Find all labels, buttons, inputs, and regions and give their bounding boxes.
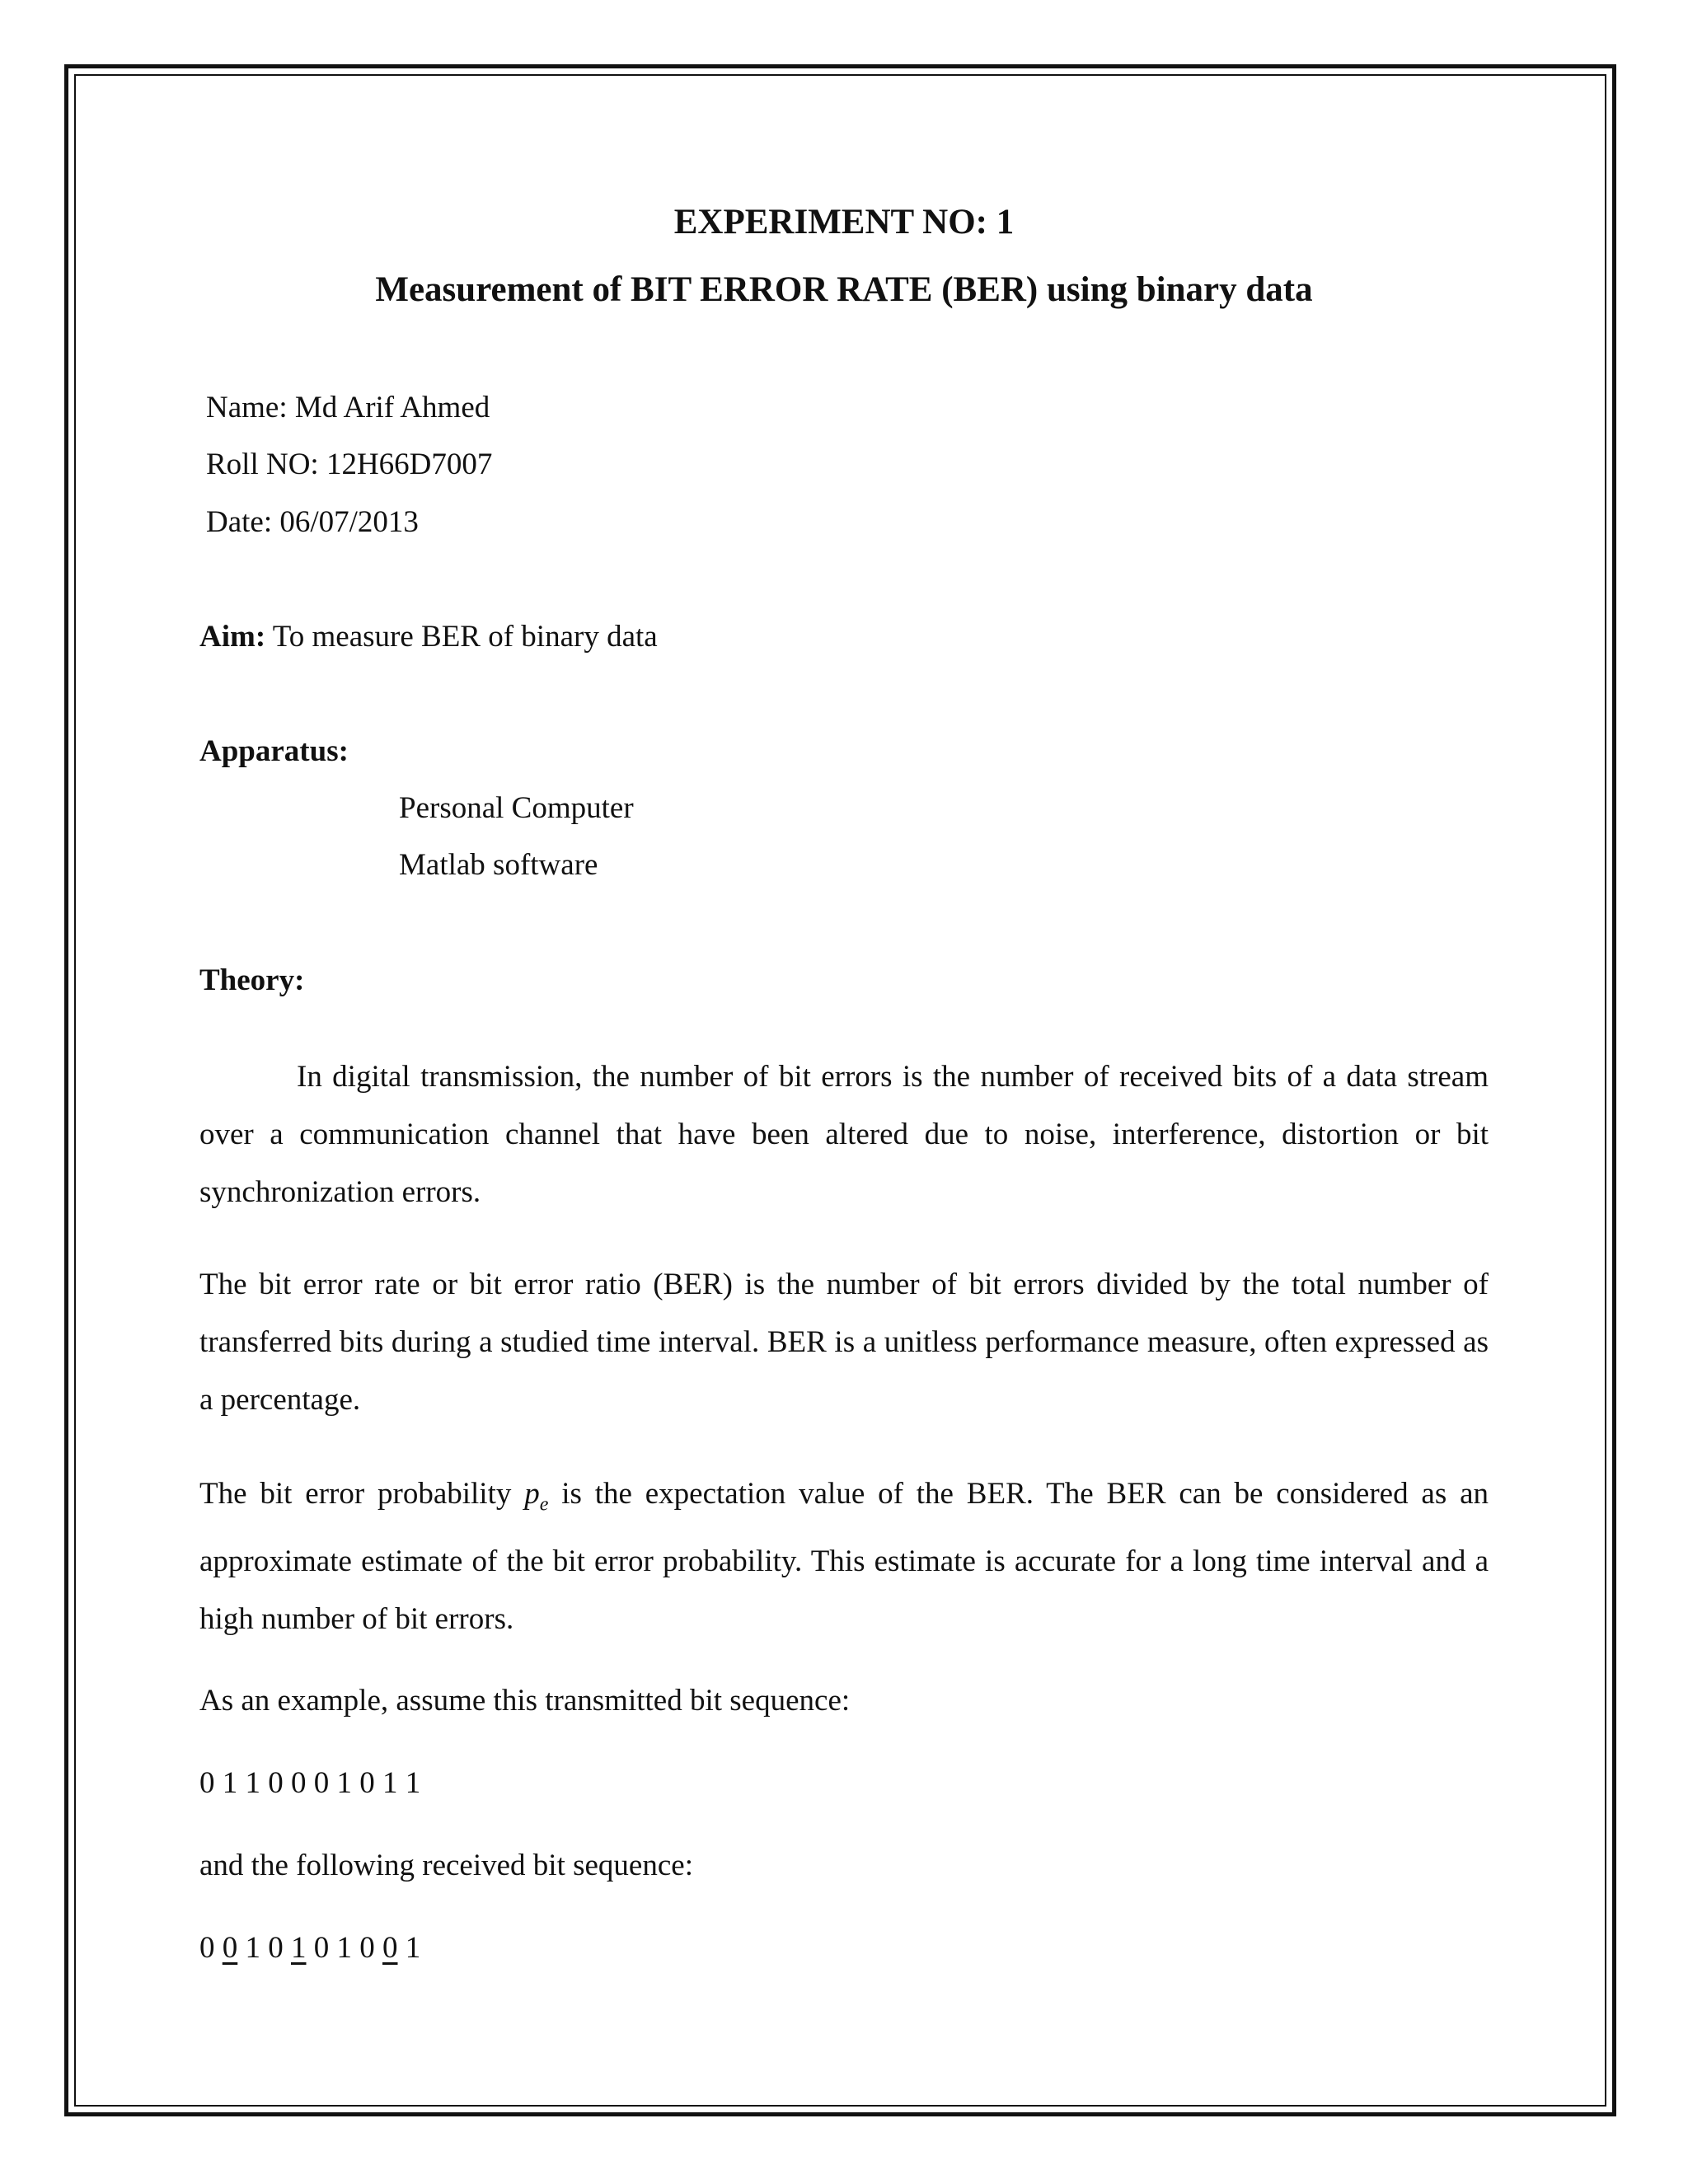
example-intro: As an example, assume this transmitted bit sequence: (199, 1684, 851, 1718)
received-bit: 0 (382, 1931, 398, 1965)
theory-label: Theory: (199, 963, 305, 997)
transmitted-bit: 0 (313, 1766, 330, 1800)
experiment-title: Measurement of BIT ERROR RATE (BER) using binary data (375, 270, 1313, 309)
transmitted-bit: 0 (359, 1766, 375, 1800)
received-bit-sequence (199, 1933, 420, 1963)
received-bit: 0 (313, 1931, 330, 1965)
transmitted-bit: 0 (268, 1766, 284, 1800)
transmitted-bit: 0 (291, 1766, 307, 1800)
received-bit: 1 (291, 1931, 307, 1965)
transmitted-bit: 1 (222, 1766, 238, 1800)
student-roll: Roll NO: 12H66D7007 (206, 448, 493, 481)
theory-p3-start: The bit error probability (199, 1477, 525, 1511)
apparatus-item: Personal Computer (399, 791, 634, 825)
received-bit: 0 (359, 1931, 375, 1965)
transmitted-bit-sequence (199, 1768, 420, 1798)
apparatus-label: Apparatus: (199, 734, 349, 768)
received-bit: 1 (336, 1931, 352, 1965)
theory-paragraph-1: In digital transmission, the number of bit errors is the number of received bits of a data stream over a communication channel that have been altered due to noise, interference, distortion or bit synchronization errors. (199, 1060, 1489, 1209)
received-bit: 0 (268, 1931, 284, 1965)
received-bit: 1 (245, 1931, 260, 1965)
experiment-number: EXPERIMENT NO: 1 (673, 203, 1015, 241)
theory-paragraph-2: The bit error rate or bit error ratio (BER) is the number of bit errors divided by the total number of transferred bits during a studied time interval. BER is a unitless performance measure, often expressed as a percentage. (199, 1268, 1489, 1417)
transmitted-bit: 1 (336, 1766, 352, 1800)
apparatus-item: Matlab software (399, 848, 598, 882)
received-bit: 0 (199, 1931, 215, 1965)
aim-line (199, 621, 658, 652)
theory-p3-end: is the expectation value of the BER. The BER can be considered as an approximate estimate of the bit error probability. This estimate is accurate for a long time interval and a high number of bit errors. (199, 1477, 1489, 1637)
transmitted-bit: 1 (405, 1766, 421, 1800)
aim-label: Aim: (199, 620, 266, 654)
transmitted-bit: 1 (382, 1766, 398, 1800)
report-date: Date: 06/07/2013 (206, 505, 419, 539)
aim-text: To measure BER of binary data (265, 620, 658, 654)
bit-error-probability-symbol: $p_e$ (524, 1477, 549, 1516)
transmitted-bit: 1 (245, 1766, 260, 1800)
theory-paragraph-3 (199, 1465, 1489, 1648)
student-name: Name: Md Arif Ahmed (206, 391, 490, 424)
received-bit: 0 (222, 1931, 238, 1965)
transmitted-bit: 0 (199, 1766, 215, 1800)
received-intro: and the following received bit sequence: (199, 1849, 693, 1882)
received-bit: 1 (405, 1931, 421, 1965)
